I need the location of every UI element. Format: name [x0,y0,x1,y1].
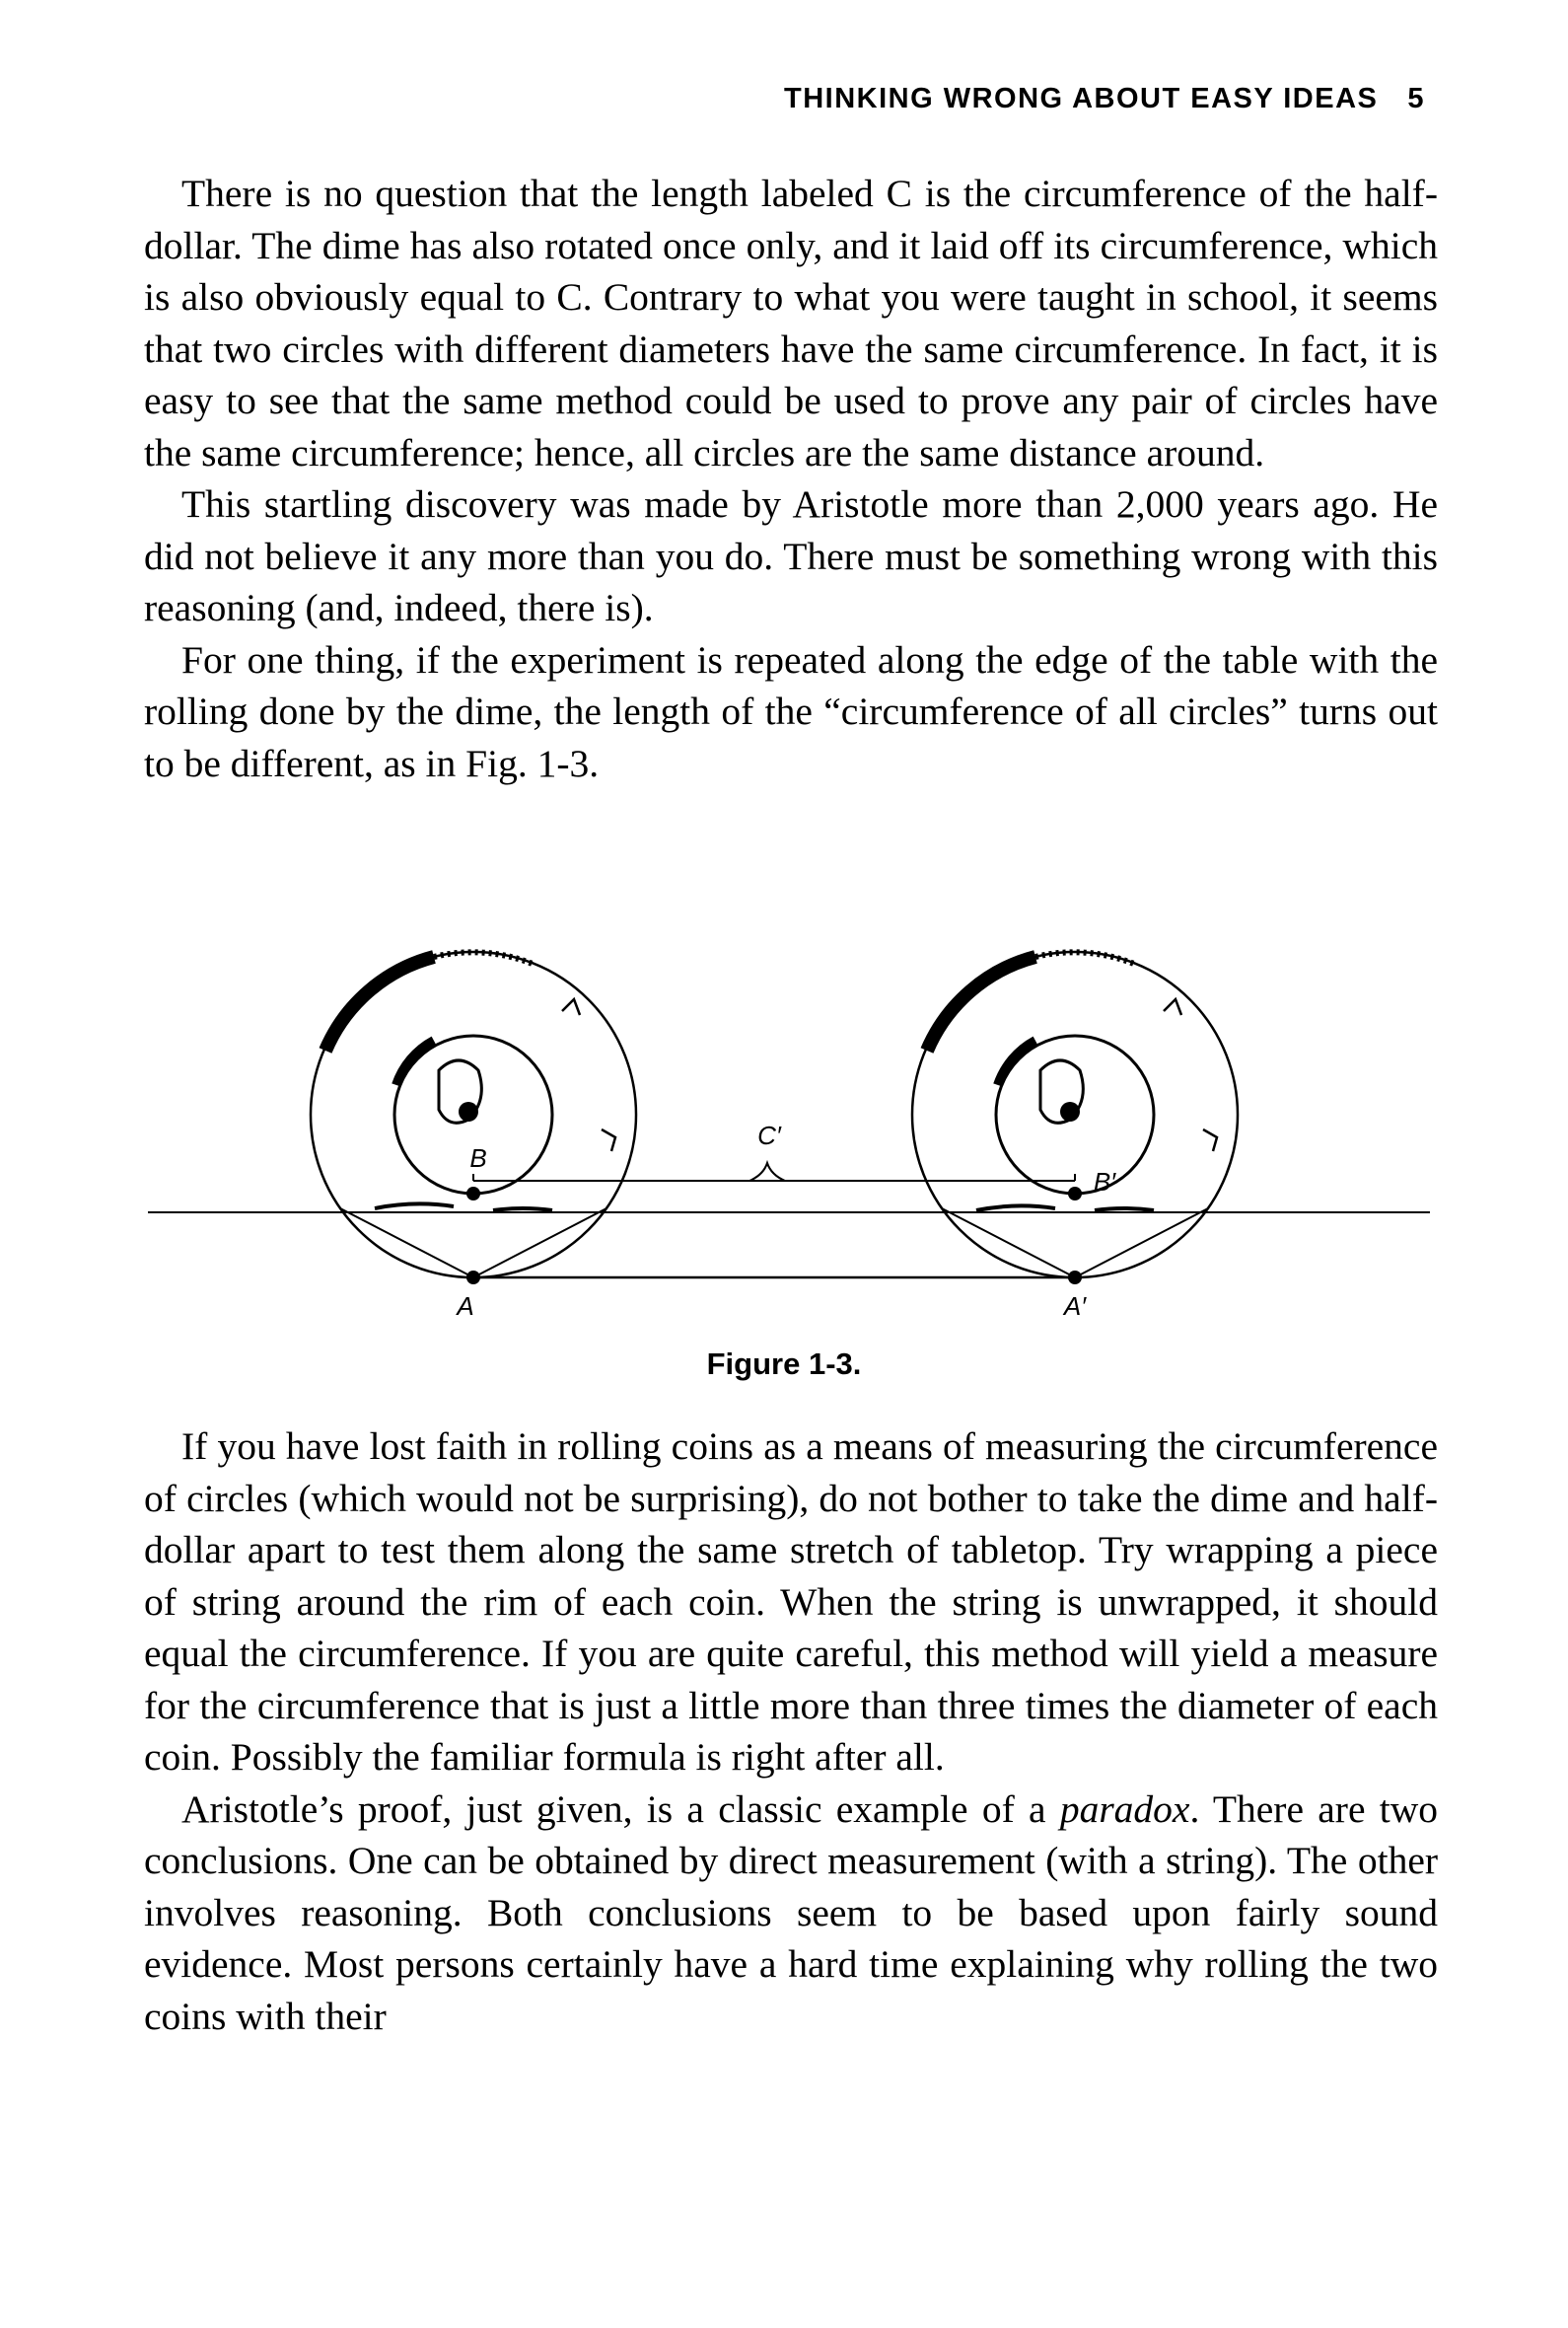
right-radius-lines [942,1208,1208,1277]
paradox-text-after: . There are two conclusions. One can be obtained by direct measurement (with a string). The other involves reasoning. Both conclusions seem to be based upon fairly sound evidence. Most persons certainly have a hard time explaining why rolling the two coins with their [144,1786,1439,2038]
half-dollar-right-shading [927,957,1035,1051]
running-head [725,83,1425,115]
paradox-emphasis: paradox [1059,1786,1190,1831]
paragraph-dime-rolling: For one thing, if the experiment is repeated along the edge of the table with the rolling done by the dime, the length of the “circumference of all circles” turns out to be different, as in Fig. 1-3. [144,637,1438,785]
paradox-text-before: Aristotle’s proof, just given, is a classic example of a [181,1786,1060,1831]
text-block-top [144,168,1438,789]
paragraph-circumference: There is no question that the length labeled C is the circumference of the half-dollar. The dime has also rotated once only, and it laid off its circumference, which is also obviously equal to C. Contrary to what you were taught in school, it seems that two circles with different diameters have the same circumference. In fact, it is easy to see that the same method could be used to prove any pair of circles have the same circumference; hence, all circles are the same distance around. [144,172,1438,474]
figure-1-3-drawing [138,922,1440,1317]
half-dollar-left-rim-texture [434,952,533,964]
figure-1-3 [138,922,1440,1317]
paragraph-string-measurement: If you have lost faith in rolling coins as a means of measuring the circumference of circles (which would not be surprising), do not bother to take the dime and half-dollar apart to test them along the same stretch of tabletop. Try wrapping a piece of string around the rim of each coin. When the string is unwrapped, it should equal the circumference. If you are quite careful, this method will yield a measure for the circumference that is just a little more than three times the diameter of each coin. Possibly the familiar formula is right after all. [144,1424,1438,1779]
running-title: THINKING WRONG ABOUT EASY IDEAS [784,83,1379,114]
left-radius-lines [340,1208,606,1277]
right-rim-mark-1 [1164,999,1181,1015]
left-rim-mark-1 [562,999,580,1015]
point-a-prime [1068,1271,1082,1284]
right-coin-assembly [912,952,1238,1284]
figure-caption: Figure 1-3. [706,1346,862,1381]
page-number: 5 [1407,83,1425,114]
right-rim-mark-2 [1203,1129,1217,1151]
left-rim-mark-2 [602,1129,615,1151]
label-c-prime: C′ [757,1121,781,1150]
label-a-prime: A′ [1063,1291,1087,1317]
c-prime-brace [473,1163,1075,1181]
label-a: A [457,1291,474,1317]
paragraph-paradox [144,1783,1438,2043]
paragraph-aristotle-discovery: This startling discovery was made by Aristotle more than 2,000 years ago. He did not believe it any more than you do. There must be something wrong with this reasoning (and, indeed, there is). [144,482,1438,629]
half-dollar-right-rim-texture [1035,952,1134,964]
half-dollar-left-inscription [375,1203,552,1210]
label-b-prime: B′ [1093,1167,1116,1197]
point-b-prime [1068,1187,1082,1200]
label-b: B [469,1143,487,1173]
text-block-bottom [144,1420,1438,2042]
half-dollar-right-inscription [976,1205,1154,1210]
half-dollar-left-shading [325,957,434,1051]
point-b [466,1187,480,1200]
